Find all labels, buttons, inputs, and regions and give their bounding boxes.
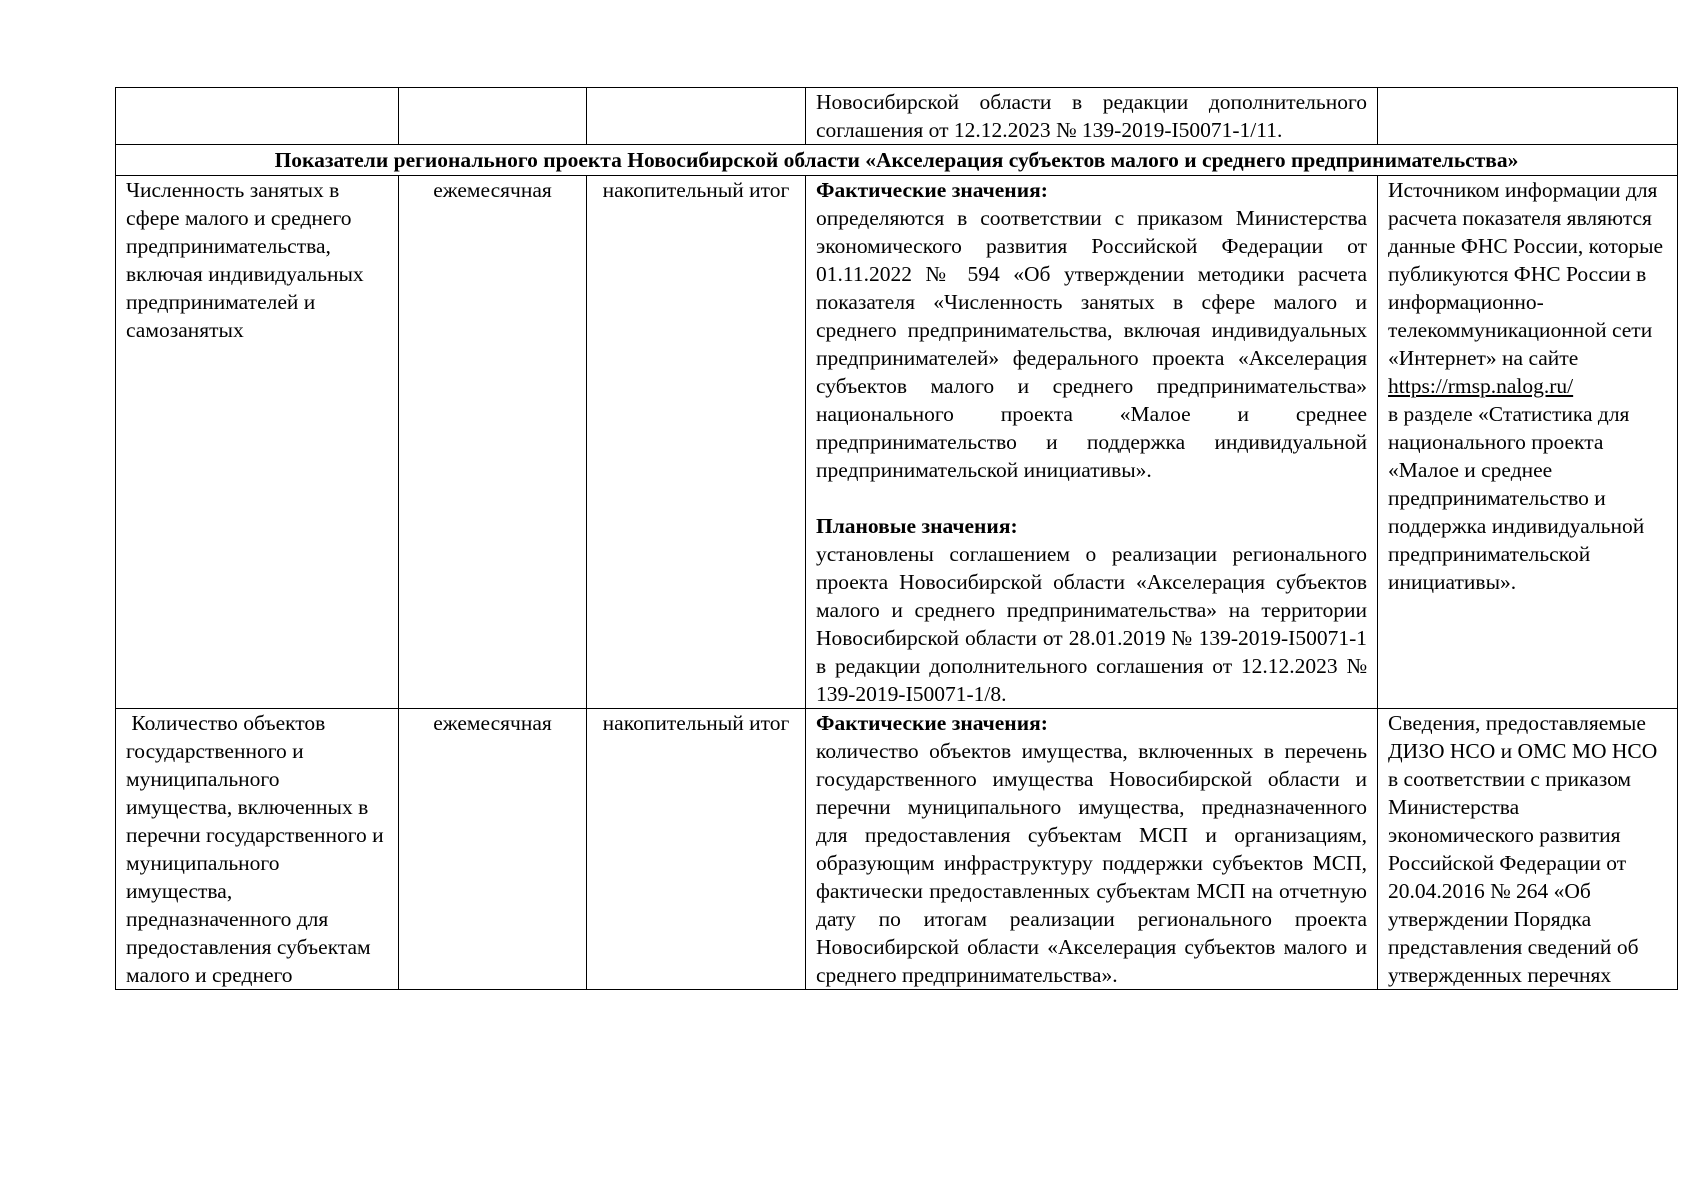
cell-empty (1378, 88, 1678, 145)
table-row (116, 176, 1678, 709)
cell-empty (399, 88, 587, 145)
fact-heading: Фактические значения: (816, 178, 1048, 202)
section-title: Показатели регионального проекта Новосибирской области «Акселерация субъектов малого и среднего предпринимательства» (116, 145, 1678, 176)
method-cell (806, 709, 1378, 990)
periodicity: ежемесячная (399, 709, 587, 990)
source-cell (1378, 176, 1678, 709)
table-row (116, 88, 1678, 145)
plan-heading: Плановые значения: (816, 514, 1018, 538)
source-text-after: в разделе «Статистика для национального проекта «Малое и среднее предпринимательство и поддержка индивидуальной предпринимательской инициативы». (1388, 402, 1645, 594)
fact-text: определяются в соответствии с приказом Министерства экономического развития Российской Федерации от 01.11.2022 № 594 «Об утверждении методики расчета показателя «Численность занятых в сфере малого и среднего предпринимательства, включая индивидуальных предпринимателей» федерального проекта «Акселерация субъектов малого и среднего предпринимательства» национального проекта «Малое и среднее предпринимательство и поддержка индивидуальной предпринимательской инициативы». (816, 206, 1367, 482)
indicator-type: накопительный итог (587, 176, 806, 709)
cell-empty (116, 88, 399, 145)
plan-text: установлены соглашением о реализации регионального проекта Новосибирской области «Акселерация субъектов малого и среднего предпринимательства» на территории Новосибирской области от 28.01.2019 № 139-2019-I50071-1 в редакции дополнительного соглашения от 12.12.2023 № 139-2019-I50071-1/8. (816, 542, 1367, 706)
indicator-name: Численность занятых в сфере малого и среднего предпринимательства, включая индивидуальных предпринимателей и самозанятых (116, 176, 399, 709)
indicator-name: Количество объектов государственного и муниципального имущества, включенных в перечни государственного и муниципального имущества, предназначенного для предоставления субъектам малого и среднего (116, 709, 399, 990)
indicators-table (115, 87, 1678, 990)
cell-empty (587, 88, 806, 145)
indicator-type: накопительный итог (587, 709, 806, 990)
fact-heading: Фактические значения: (816, 711, 1048, 735)
source-text: Источником информации для расчета показателя являются данные ФНС России, которые публикуются ФНС России в информационно-телекоммуникационной сети «Интернет» на сайте (1388, 178, 1664, 370)
spacer (816, 484, 1367, 512)
source-cell: Сведения, предоставляемые ДИЗО НСО и ОМС МО НСО в соответствии с приказом Министерства экономического развития Российской Федерации от 20.04.2016 № 264 «Об утверждении Порядка представления сведений об утвержденных перечнях (1378, 709, 1678, 990)
section-row (116, 145, 1678, 176)
source-link[interactable]: https://rmsp.nalog.ru/ (1388, 374, 1574, 398)
method-cell (806, 176, 1378, 709)
table-row (116, 709, 1678, 990)
periodicity: ежемесячная (399, 176, 587, 709)
method-cell (806, 88, 1378, 145)
method-text: Новосибирской области в редакции дополнительного соглашения от 12.12.2023 № 139-2019-I50071-1/11. (816, 90, 1367, 142)
fact-text: количество объектов имущества, включенных в перечень государственного имущества Новосибирской области и перечни муниципального имущества, предназначенного для предоставления субъектам МСП и организациям, образующим инфраструктуру поддержки субъектов МСП, фактически предоставленных субъектам МСП на отчетную дату по итогам реализации регионального проекта Новосибирской области «Акселерация субъектов малого и среднего предпринимательства». (816, 739, 1367, 987)
